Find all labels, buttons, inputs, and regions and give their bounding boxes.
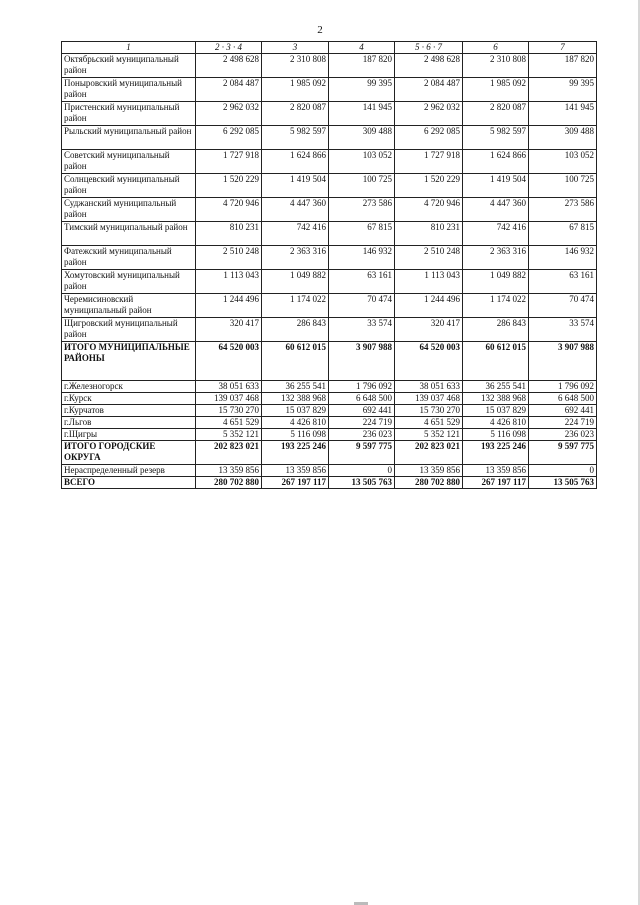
table-cell: 4 426 810 [262,417,329,429]
table-cell: 100 725 [529,174,597,198]
table-cell: 2 962 032 [196,102,262,126]
row-label: Фатежский муниципальный район [62,246,196,270]
column-header: 6 [463,42,529,54]
table-cell: 286 843 [262,318,329,342]
table-cell: 4 720 946 [196,198,262,222]
table-cell: 1 796 092 [329,381,395,393]
column-header: 3 [262,42,329,54]
table-cell: 742 416 [463,222,529,246]
table-cell: 0 [529,465,597,477]
table-cell: 15 730 270 [196,405,262,417]
table-cell: 320 417 [196,318,262,342]
table-cell: 67 815 [529,222,597,246]
table-cell: 2 510 248 [196,246,262,270]
table-cell: 309 488 [329,126,395,150]
table-cell: 64 520 003 [196,342,262,381]
row-label: Пристенский муниципальный район [62,102,196,126]
table-cell: 202 823 021 [395,441,463,465]
table-cell: 139 037 468 [196,393,262,405]
table-cell: 70 474 [329,294,395,318]
table-cell: 2 084 487 [196,78,262,102]
table-cell: 6 292 085 [395,126,463,150]
table-cell: 5 116 098 [463,429,529,441]
table-row [62,270,597,294]
table-row [62,246,597,270]
table-cell: 141 945 [529,102,597,126]
table-cell: 13 359 856 [395,465,463,477]
table-row [62,465,597,477]
table-cell: 1 244 496 [395,294,463,318]
table-cell: 5 982 597 [262,126,329,150]
table-cell: 5 352 121 [395,429,463,441]
table-row [62,417,597,429]
table-cell: 13 359 856 [463,465,529,477]
table-row [62,342,597,381]
row-label: г.Льгов [62,417,196,429]
table-cell: 1 113 043 [395,270,463,294]
table-cell: 1 419 504 [262,174,329,198]
column-header: 2 · 3 · 4 [196,42,262,54]
table-cell: 146 932 [529,246,597,270]
table-cell: 15 037 829 [262,405,329,417]
table-cell: 9 597 775 [329,441,395,465]
table-cell: 236 023 [529,429,597,441]
table-cell: 38 051 633 [395,381,463,393]
table-cell: 67 815 [329,222,395,246]
table-cell: 309 488 [529,126,597,150]
table-cell: 2 820 087 [463,102,529,126]
table-cell: 64 520 003 [395,342,463,381]
table-cell: 3 907 988 [529,342,597,381]
row-label: ИТОГО ГОРОДСКИЕ ОКРУГА [62,441,196,465]
table-row [62,174,597,198]
table-cell: 15 037 829 [463,405,529,417]
table-cell: 5 116 098 [262,429,329,441]
row-label: Рыльский муниципальный район [62,126,196,150]
table-row [62,429,597,441]
table-cell: 236 023 [329,429,395,441]
table-cell: 1 419 504 [463,174,529,198]
table-cell: 1 624 866 [262,150,329,174]
table-cell: 63 161 [529,270,597,294]
row-label: г.Железногорск [62,381,196,393]
table-cell: 38 051 633 [196,381,262,393]
row-label: Щигровский муниципальный район [62,318,196,342]
table-cell: 6 648 500 [529,393,597,405]
row-label: Октябрьский муниципальный район [62,54,196,78]
table-cell: 267 197 117 [463,477,529,489]
row-label: г.Курчатов [62,405,196,417]
table-cell: 13 505 763 [529,477,597,489]
table-row [62,318,597,342]
table-cell: 3 907 988 [329,342,395,381]
table-cell: 60 612 015 [262,342,329,381]
table-row [62,198,597,222]
column-header: 5 · 6 · 7 [395,42,463,54]
table-cell: 1 624 866 [463,150,529,174]
table-cell: 36 255 541 [463,381,529,393]
table-cell: 193 225 246 [262,441,329,465]
table-row [62,294,597,318]
table-cell: 2 820 087 [262,102,329,126]
table-cell: 2 962 032 [395,102,463,126]
table-cell: 1 985 092 [463,78,529,102]
table-cell: 1 727 918 [196,150,262,174]
row-label: Нераспределенный резерв [62,465,196,477]
table-row [62,477,597,489]
column-header: 4 [329,42,395,54]
table-cell: 187 820 [329,54,395,78]
table-cell: 1 727 918 [395,150,463,174]
table-cell: 280 702 880 [196,477,262,489]
row-label: г.Курск [62,393,196,405]
table-cell: 5 982 597 [463,126,529,150]
table-cell: 224 719 [329,417,395,429]
row-label: ВСЕГО [62,477,196,489]
table-cell: 100 725 [329,174,395,198]
table-cell: 9 597 775 [529,441,597,465]
table-row [62,126,597,150]
table-cell: 63 161 [329,270,395,294]
table-cell: 2 498 628 [196,54,262,78]
table-row [62,393,597,405]
table-cell: 139 037 468 [395,393,463,405]
table-cell: 286 843 [463,318,529,342]
table-cell: 267 197 117 [262,477,329,489]
table-cell: 132 388 968 [463,393,529,405]
table-cell: 99 395 [329,78,395,102]
table-row [62,381,597,393]
table-cell: 224 719 [529,417,597,429]
table-row [62,405,597,417]
table-cell: 70 474 [529,294,597,318]
table-cell: 4 426 810 [463,417,529,429]
table-cell: 132 388 968 [262,393,329,405]
table-cell: 187 820 [529,54,597,78]
row-label: Советский муниципальный район [62,150,196,174]
table-cell: 2 084 487 [395,78,463,102]
table-row [62,54,597,78]
table-cell: 273 586 [529,198,597,222]
table-cell: 2 310 808 [463,54,529,78]
table-row [62,78,597,102]
table-row [62,150,597,174]
table-cell: 4 720 946 [395,198,463,222]
table-cell: 4 651 529 [196,417,262,429]
table-cell: 4 447 360 [463,198,529,222]
table-cell: 103 052 [529,150,597,174]
table-cell: 692 441 [329,405,395,417]
table-cell: 0 [329,465,395,477]
table-cell: 2 363 316 [463,246,529,270]
table-cell: 193 225 246 [463,441,529,465]
table-cell: 103 052 [329,150,395,174]
table-cell: 33 574 [329,318,395,342]
table-cell: 1 244 496 [196,294,262,318]
table-cell: 13 359 856 [262,465,329,477]
table-cell: 810 231 [395,222,463,246]
row-label: Поныровский муниципальный район [62,78,196,102]
table-cell: 5 352 121 [196,429,262,441]
column-header: 1 [62,42,196,54]
table-row [62,222,597,246]
table-cell: 692 441 [529,405,597,417]
table-cell: 2 363 316 [262,246,329,270]
table-cell: 4 447 360 [262,198,329,222]
table-cell: 810 231 [196,222,262,246]
table-cell: 1 049 882 [463,270,529,294]
page-number: 2 [317,24,323,36]
budget-table [61,41,597,489]
table-cell: 6 648 500 [329,393,395,405]
table-cell: 141 945 [329,102,395,126]
table-cell: 1 985 092 [262,78,329,102]
table-cell: 146 932 [329,246,395,270]
table-cell: 1 113 043 [196,270,262,294]
table-cell: 742 416 [262,222,329,246]
row-label: Суджанский муниципальный район [62,198,196,222]
table-cell: 2 498 628 [395,54,463,78]
table-cell: 60 612 015 [463,342,529,381]
row-label: г.Щигры [62,429,196,441]
table-row [62,102,597,126]
row-label: Солнцевский муниципальный район [62,174,196,198]
table-cell: 4 651 529 [395,417,463,429]
table-cell: 1 796 092 [529,381,597,393]
table-cell: 1 049 882 [262,270,329,294]
row-label: Черемисиновский муниципальный район [62,294,196,318]
table-cell: 13 359 856 [196,465,262,477]
row-label: ИТОГО МУНИЦИПАЛЬНЫЕ РАЙОНЫ [62,342,196,381]
table-cell: 202 823 021 [196,441,262,465]
row-label: Хомутовский муниципальный район [62,270,196,294]
table-cell: 36 255 541 [262,381,329,393]
table-cell: 1 520 229 [196,174,262,198]
table-cell: 33 574 [529,318,597,342]
table-cell: 273 586 [329,198,395,222]
column-header: 7 [529,42,597,54]
table-cell: 15 730 270 [395,405,463,417]
row-label: Тимский муниципальный район [62,222,196,246]
table-cell: 1 520 229 [395,174,463,198]
table-cell: 320 417 [395,318,463,342]
table-cell: 6 292 085 [196,126,262,150]
table-cell: 1 174 022 [262,294,329,318]
table-cell: 2 310 808 [262,54,329,78]
table-cell: 2 510 248 [395,246,463,270]
table-row [62,441,597,465]
column-number-row [62,42,597,54]
table-cell: 99 395 [529,78,597,102]
table-cell: 280 702 880 [395,477,463,489]
table-cell: 13 505 763 [329,477,395,489]
table-cell: 1 174 022 [463,294,529,318]
